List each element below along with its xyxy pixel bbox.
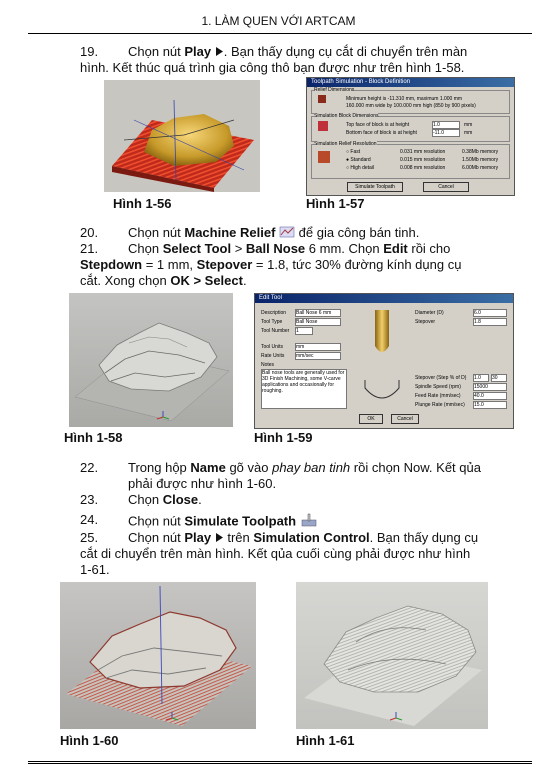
resolution-group: [311, 141, 510, 179]
group-label: Simulation Relief Resolution: [314, 141, 377, 147]
play-label: Play: [184, 44, 212, 59]
page-header: 1. LÀM QUEN VỚI ARTCAM: [201, 14, 356, 28]
dialog-title-bar: Toolpath Simulation - Block Definition: [307, 78, 514, 87]
simulate-toolpath-button[interactable]: Simulate Toolpath: [347, 182, 403, 192]
machine-relief-label: Machine Relief: [184, 225, 276, 240]
roughing-render-image: [104, 80, 260, 192]
step-number: 24.: [80, 512, 99, 527]
cancel-button[interactable]: Cancel: [391, 414, 419, 424]
block-dimensions-group: [311, 113, 510, 142]
bottom-face-input[interactable]: -11.0: [432, 129, 460, 137]
top-face-label: Top face of block is at height: [346, 122, 410, 128]
caption-1-59: Hình 1-59: [254, 430, 313, 445]
step-19-line2: hình. Kết thúc quá trình gia công thô bạn được như trên hình 1-58.: [80, 60, 465, 75]
feed-rate-input[interactable]: 40.0: [473, 392, 507, 400]
header-rule: [28, 33, 532, 34]
group-label: Relief Dimensions: [314, 87, 355, 93]
step-25-line1: Chọn nút Play trên Simulation Control. Bạn thấy dụng cụ: [128, 530, 479, 545]
step-23-text: Chọn Close.: [128, 492, 202, 507]
memory-text: 6.00Mb memory: [462, 165, 499, 171]
step-22-line1: Trong hộp Name gõ vào phay ban tinh rồi chọn Now. Kết qủa: [128, 460, 481, 475]
step-number: 23.: [80, 492, 99, 507]
step-25-line3: 1-61.: [80, 562, 110, 577]
notes-textarea[interactable]: Ball nose tools are generally used for 3D Finish Machining, some V-carve applications and occasionally for roughing.: [261, 369, 347, 409]
figure-1-57-dialog: [306, 77, 515, 196]
step-number: 21.: [80, 241, 99, 256]
top-face-input[interactable]: 1.0: [432, 121, 460, 129]
play-icon: [215, 45, 224, 61]
rate-units-select[interactable]: mm/sec: [295, 352, 341, 360]
relief-dimensions-group: [311, 87, 510, 114]
resolution-text: 0.031 mm resolution: [400, 149, 446, 155]
cancel-button[interactable]: Cancel: [423, 182, 469, 192]
stepover-input[interactable]: 1.8: [473, 318, 507, 326]
figure-1-58: [69, 293, 233, 427]
unit-label: mm: [464, 130, 473, 136]
caption-1-56: Hình 1-56: [113, 196, 172, 211]
figure-1-59-dialog: Edit Tool Description Ball Nose 6 mm Tool Type Ball Nose Tool Number 1 Tool Units mm Rate Units mm/sec Notes Ball nose tools are generally used for 3D Finish Machining, some V-carve applications and occasionally for roughing. Diameter (D) 6.0 Stepover 1.8 Stepover (Step % of D) 1.0 30 Spindle Speed (rpm) 15000 Feed Rate (mm/sec) 40.0 Plunge Rate (mm/sec) 15.0 OK Cancel: [254, 293, 514, 429]
resolution-text: 0.015 mm resolution: [400, 157, 446, 163]
step-21-line2: Stepdown = 1 mm, Stepover = 1.8, tức 30% đường kính dụng cụ: [80, 257, 462, 272]
unit-label: mm: [464, 122, 473, 128]
caption-1-58: Hình 1-58: [64, 430, 123, 445]
tool-number-input[interactable]: 1: [295, 327, 313, 335]
simulate-toolpath-icon: [300, 512, 318, 532]
bottom-face-label: Bottom face of block is at height: [346, 130, 417, 136]
play-icon: [215, 531, 224, 547]
relief-size-text: 160.000 mm wide by 100.000 mm high (850 by 900 pixels): [346, 103, 476, 109]
figure-1-60: [60, 582, 256, 729]
step-21-line3: cắt. Xong chọn OK > Select.: [80, 273, 247, 288]
diameter-input[interactable]: 6.0: [473, 309, 507, 317]
tool-profile-image: [359, 378, 405, 404]
group-label: Simulation Block Dimensions: [314, 113, 379, 119]
step-number: 19.: [80, 44, 99, 59]
radio-standard[interactable]: ● Standard: [346, 157, 371, 163]
step-number: 22.: [80, 460, 99, 475]
finish-toolpath-render-image: [60, 582, 256, 729]
caption-1-60: Hình 1-60: [60, 733, 119, 748]
step-21-line1: Chọn Select Tool > Ball Nose 6 mm. Chọn Edit rồi cho: [128, 241, 451, 256]
step-text: Chọn nút: [128, 44, 185, 59]
step-25-line2: cắt di chuyển trên màn hình. Kết qủa cuối cùng phải được như hình: [80, 546, 471, 561]
step-text: . Bạn thấy dụng cụ cắt di chuyển trên màn: [223, 44, 468, 59]
relief-icon: [318, 95, 326, 103]
step-19-line1: [128, 44, 528, 61]
tool-units-select[interactable]: mm: [295, 343, 341, 351]
step-20-text: Chọn nút Machine Relief để gia công bán tinh.: [128, 225, 419, 242]
step-22-line2: phải được như hình 1-60.: [128, 476, 277, 491]
plunge-rate-input[interactable]: 15.0: [473, 401, 507, 409]
figure-1-61: [296, 582, 488, 729]
machine-relief-icon: [279, 225, 295, 242]
semi-finish-render-image: [69, 293, 233, 427]
description-input[interactable]: Ball Nose 6 mm: [295, 309, 341, 317]
footer-rule: [28, 761, 532, 764]
step-24-text: Chọn nút Simulate Toolpath: [128, 512, 318, 532]
dialog-title-bar: Edit Tool: [255, 294, 513, 303]
ball-nose-tool-image: [367, 308, 397, 358]
figure-1-56: [104, 80, 260, 192]
step-number: 25.: [80, 530, 99, 545]
ok-button[interactable]: OK: [359, 414, 383, 424]
block-icon: [318, 121, 328, 131]
step-number: 20.: [80, 225, 99, 240]
stepover-percent-input[interactable]: 30: [491, 374, 507, 382]
caption-1-61: Hình 1-61: [296, 733, 355, 748]
resolution-icon: [318, 151, 330, 163]
memory-text: 1.50Mb memory: [462, 157, 499, 163]
radio-high-detail[interactable]: ○ High detail: [346, 165, 375, 171]
tool-type-select[interactable]: Ball Nose: [295, 318, 341, 326]
radio-fast[interactable]: ○ Fast: [346, 149, 361, 155]
caption-1-57: Hình 1-57: [306, 196, 365, 211]
resolution-text: 0.008 mm resolution: [400, 165, 446, 171]
final-simulation-render-image: [296, 582, 488, 729]
memory-text: 0.38Mb memory: [462, 149, 499, 155]
spindle-speed-input[interactable]: 15000: [473, 383, 507, 391]
min-max-height-text: Minimum height is -11.310 mm, maximum 1.000 mm: [346, 96, 463, 102]
stepdown-input[interactable]: 1.0: [473, 374, 489, 382]
